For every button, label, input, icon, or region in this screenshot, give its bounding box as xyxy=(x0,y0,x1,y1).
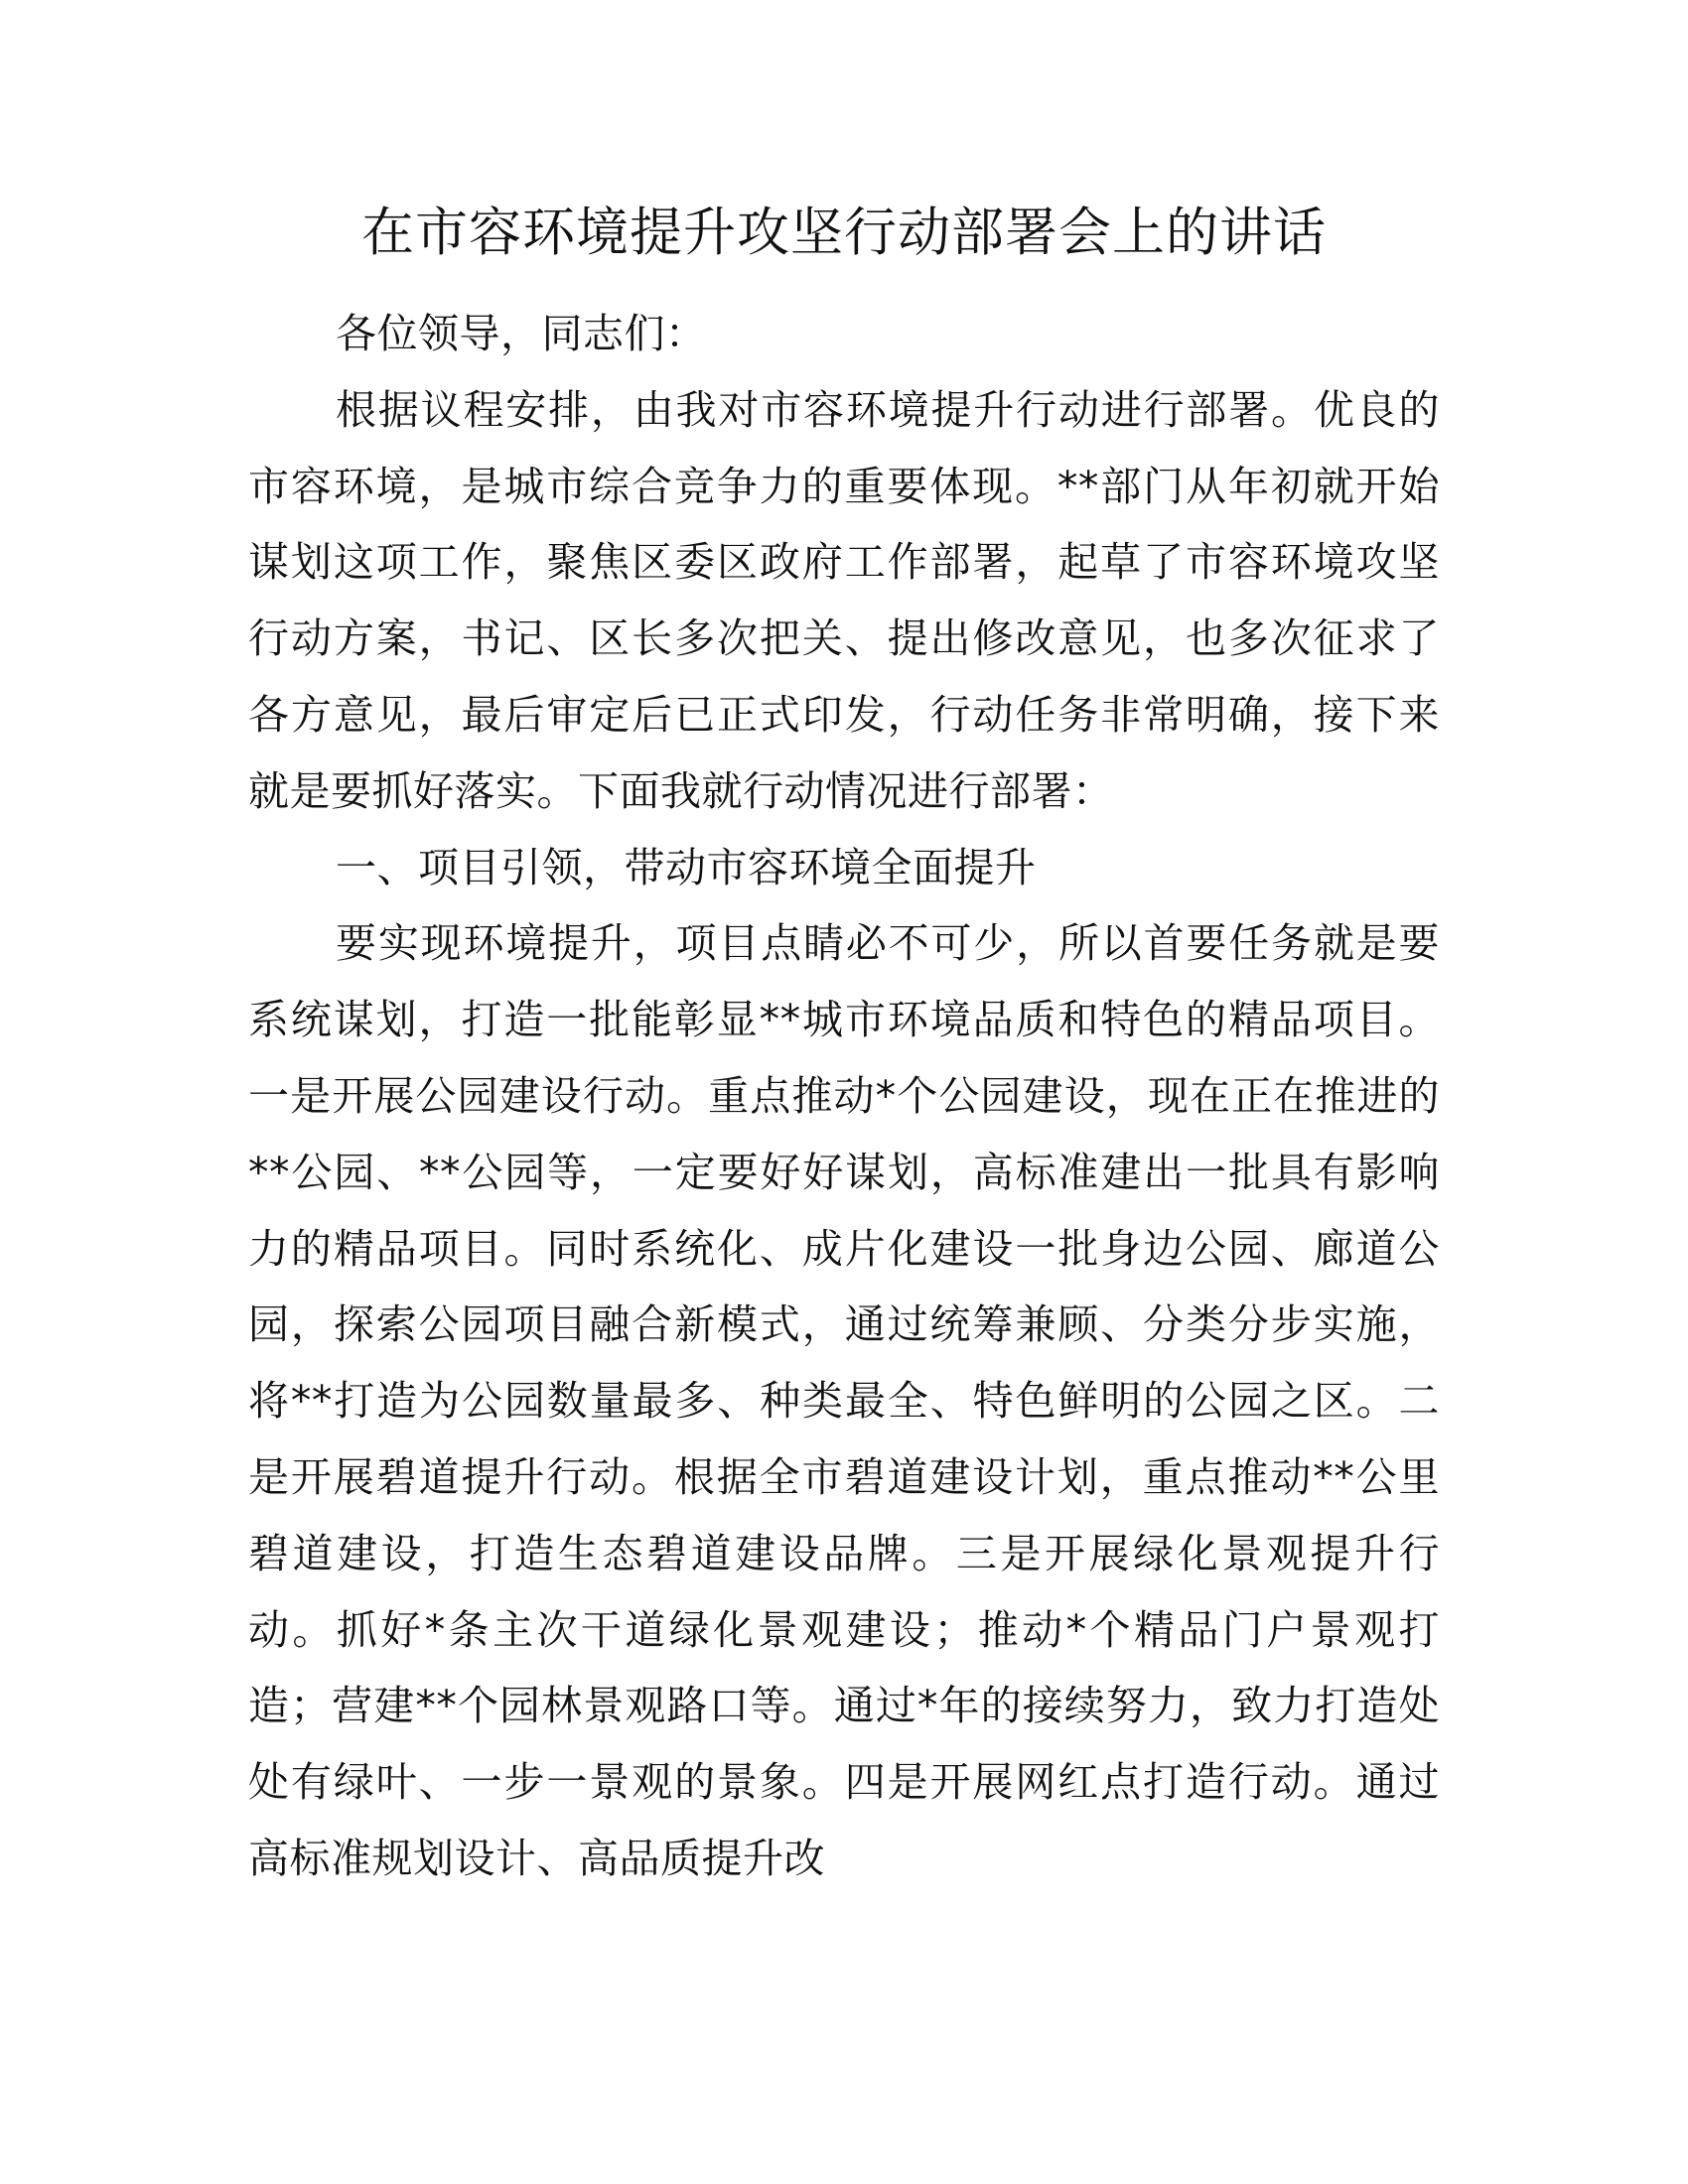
section-paragraph: 要实现环境提升，项目点睛必不可少，所以首要任务就是要系统谋划，打造一批能彰显**城市环境品质和特色的精品项目。一是开展公园建设行动。重点推动*个公园建设，现在正在推进的**公园、**公园等，一定要好好谋划，高标准建出一批具有影响力的精品项目。同时系统化、成片化建设一批身边公园、廊道公园，探索公园项目融合新模式，通过统筹兼顾、分类分步实施，将**打造为公园数量最多、种类最全、特色鲜明的公园之区。二是开展碧道提升行动。根据全市碧道建设计划，重点推动**公里碧道建设，打造生态碧道建设品牌。三是开展绿化景观提升行动。抓好*条主次干道绿化景观建设；推动*个精品门户景观打造；营建**个园林景观路口等。通过*年的接续努力，致力打造处处有绿叶、一步一景观的景象。四是开展网红点打造行动。通过高标准规划设计、高品质提升改 xyxy=(248,919,1440,1882)
document-title: 在市容环境提升攻坚行动部署会上的讲话 xyxy=(361,203,1327,263)
document-body xyxy=(248,296,1440,1897)
section-heading: 一、项目引领，带动市容环境全面提升 xyxy=(336,843,1037,891)
intro-paragraph: 根据议程安排，由我对市容环境提升行动进行部署。优良的市容环境，是城市综合竞争力的重要体现。**部门从年初就开始谋划这项工作，聚焦区委区政府工作部署，起草了市容环境攻坚行动方案，书记、区长多次把关、提出修改意见，也多次征求了各方意见，最后审定后已正式印发，行动任务非常明确，接下来就是要抓好落实。下面我就行动情况进行部署： xyxy=(248,385,1440,815)
salutation: 各位领导，同志们： xyxy=(336,310,707,357)
